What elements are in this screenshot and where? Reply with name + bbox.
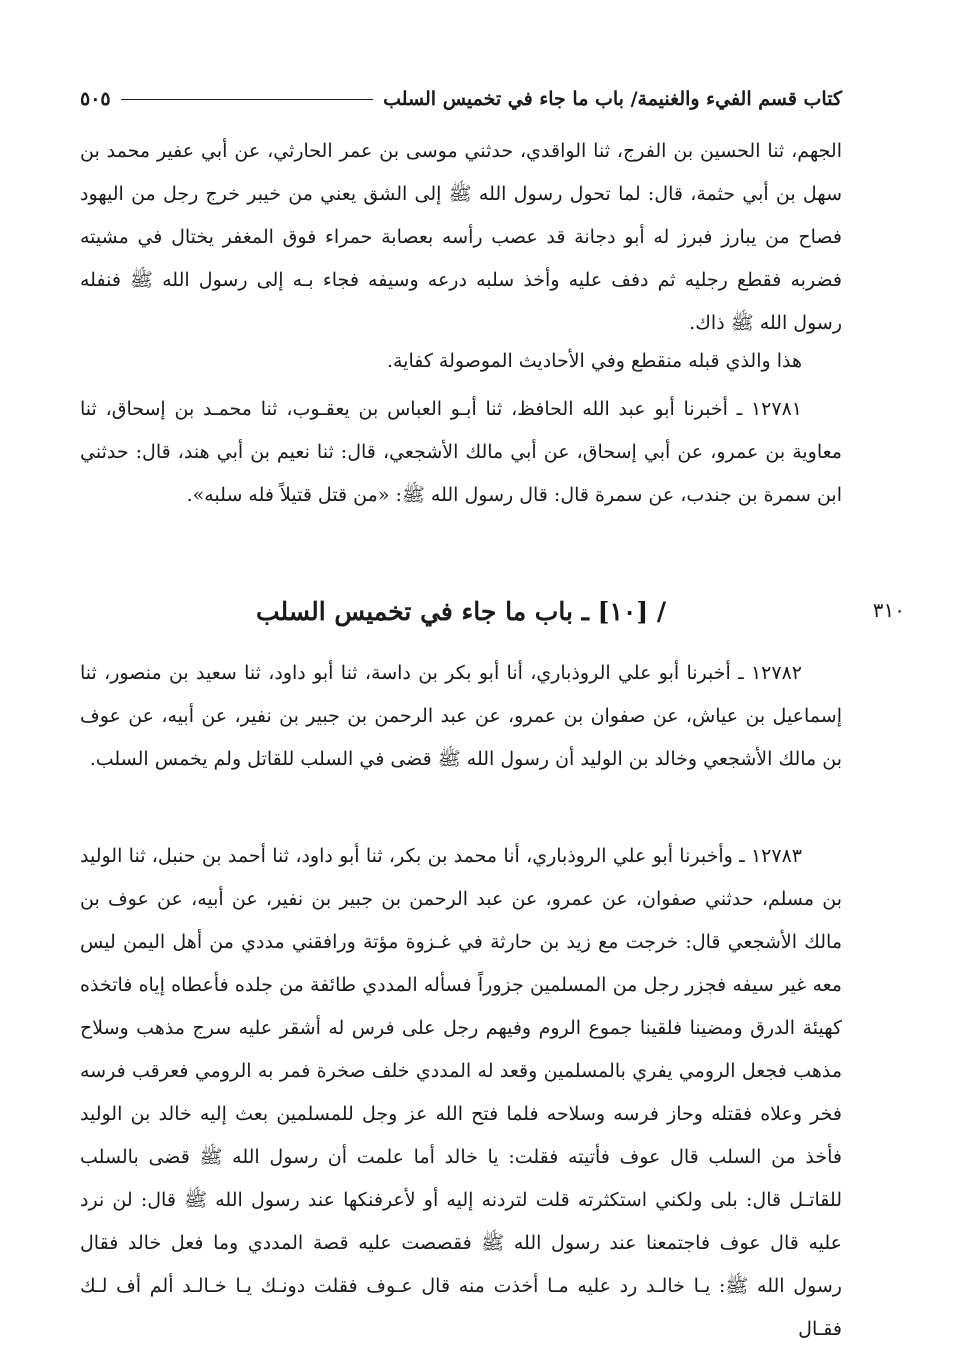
paragraph-text: هذا والذي قبله منقطع وفي الأحاديث الموصولة كفاية. bbox=[386, 350, 802, 372]
paragraph-text: الجهم، ثنا الحسين بن الفرج، ثنا الواقدي، حدثني موسى بن عمر الحارثي، عن أبي عفير محمد بن سهل بن أبي حثمة، قال: لما تحول رسول الله ﷺ إلى الشق يعني من خيبر خرج رجل من اليهود فصاح من يبارز فبرز له أبو دجانة قد عصب رأسه بعصابة حمراء فوق المغفر يختال في مشيته فضربه فقطع رجليه ثم دفف عليه وأخذ سلبه درعه وسيفه فجاء بـه إلى رسول الله ﷺ فنفله رسول الله ﷺ ذاك. bbox=[80, 140, 842, 334]
paragraph-text: ١٢٧٨٢ ـ أخبرنا أبو علي الروذباري، أنا أبو بكر بن داسة، ثنا أبو داود، ثنا سعيد بن منصور، ثنا إسماعيل بن عياش، عن صفوان بن عمرو، عن عبد الرحمن بن جبير بن نفير، عن أبيه، عن عوف بن مالك الأشجعي وخالد بن الوليد أن رسول الله ﷺ قضى في السلب للقاتل ولم يخمس السلب. bbox=[80, 662, 842, 770]
paragraph-note bbox=[80, 340, 842, 383]
paragraph-text: ١٢٧٨١ ـ أخبرنا أبو عبد الله الحافظ، ثنا أبـو العباس بن يعقـوب، ثنا محمـد بن إسحاق، ثنا معاوية بن عمرو، عن أبي إسحاق، عن أبي مالك الأشجعي، قال: ثنا نعيم بن أبي هند، قال: حدثني ابن سمرة بن جندب، عن سمرة قال: قال رسول الله ﷺ: «من قتل قتيلاً فله سلبه». bbox=[80, 398, 842, 506]
hadith-12782 bbox=[80, 652, 842, 781]
paragraph-continuation bbox=[80, 130, 842, 345]
margin-volume-number: ٣١٠ bbox=[872, 598, 905, 622]
running-header bbox=[80, 82, 842, 116]
chapter-heading: / [١٠] ـ باب ما جاء في تخميس السلب bbox=[256, 597, 666, 626]
header-title: كتاب قسم الفيء والغنيمة/ باب ما جاء في تخميس السلب bbox=[383, 88, 842, 110]
hadith-12783 bbox=[80, 835, 842, 1351]
hadith-12781 bbox=[80, 388, 842, 517]
page-number: ٥٠٥ bbox=[80, 88, 111, 110]
paragraph-text: ١٢٧٨٣ ـ وأخبرنا أبو علي الروذباري، أنا محمد بن بكر، ثنا أبو داود، ثنا أحمد بن حنبل، ثنا الوليد بن مسلم، حدثني صفوان، عن عمرو، عن عبد الرحمن بن جبير بن نفير، عن أبيه، عن عوف بن مالك الأشجعي قال: خرجت مع زيد بن حارثة في غـزوة مؤتة ورافقني مددي من أهل اليمن ليس معه غير سيفه فجزر رجل من المسلمين جزوراً فسأله المددي طائفة من جلده فأعطاه إياه فاتخذه كهيئة الدرق ومضينا فلقينا جموع الروم وفيهم رجل على فرس له أشقر عليه سرج مذهب وسلاح مذهب فجعل الرومي يفري بالمسلمين وقعد له المددي خلف صخرة فمر به الرومي فعرقب فرسه فخر وعلاه فقتله وحاز فرسه وسلاحه فلما فتح الله عز وجل للمسلمين بعث إليه خالد بن الوليد فأخذ من السلب قال عوف فأتيته فقلت: يا خالد أما علمت أن رسول الله ﷺ قضى بالسلب للقاتـل قال: بلى ولكني استكثرته قلت لتردنه إليه أو لأعرفنكها عند رسول الله ﷺ قال: لن نرد عليه قال عوف فاجتمعنا عند رسول الله ﷺ فقصصت عليه قصة المددي وما فعل خالد فقال رسول الله ﷺ: يـا خالـد رد عليه مـا أخذت منه قال عـوف فقلت دونـك يـا خـالـد ألم أف لـك فقـال bbox=[80, 845, 842, 1340]
header-rule bbox=[121, 99, 373, 100]
